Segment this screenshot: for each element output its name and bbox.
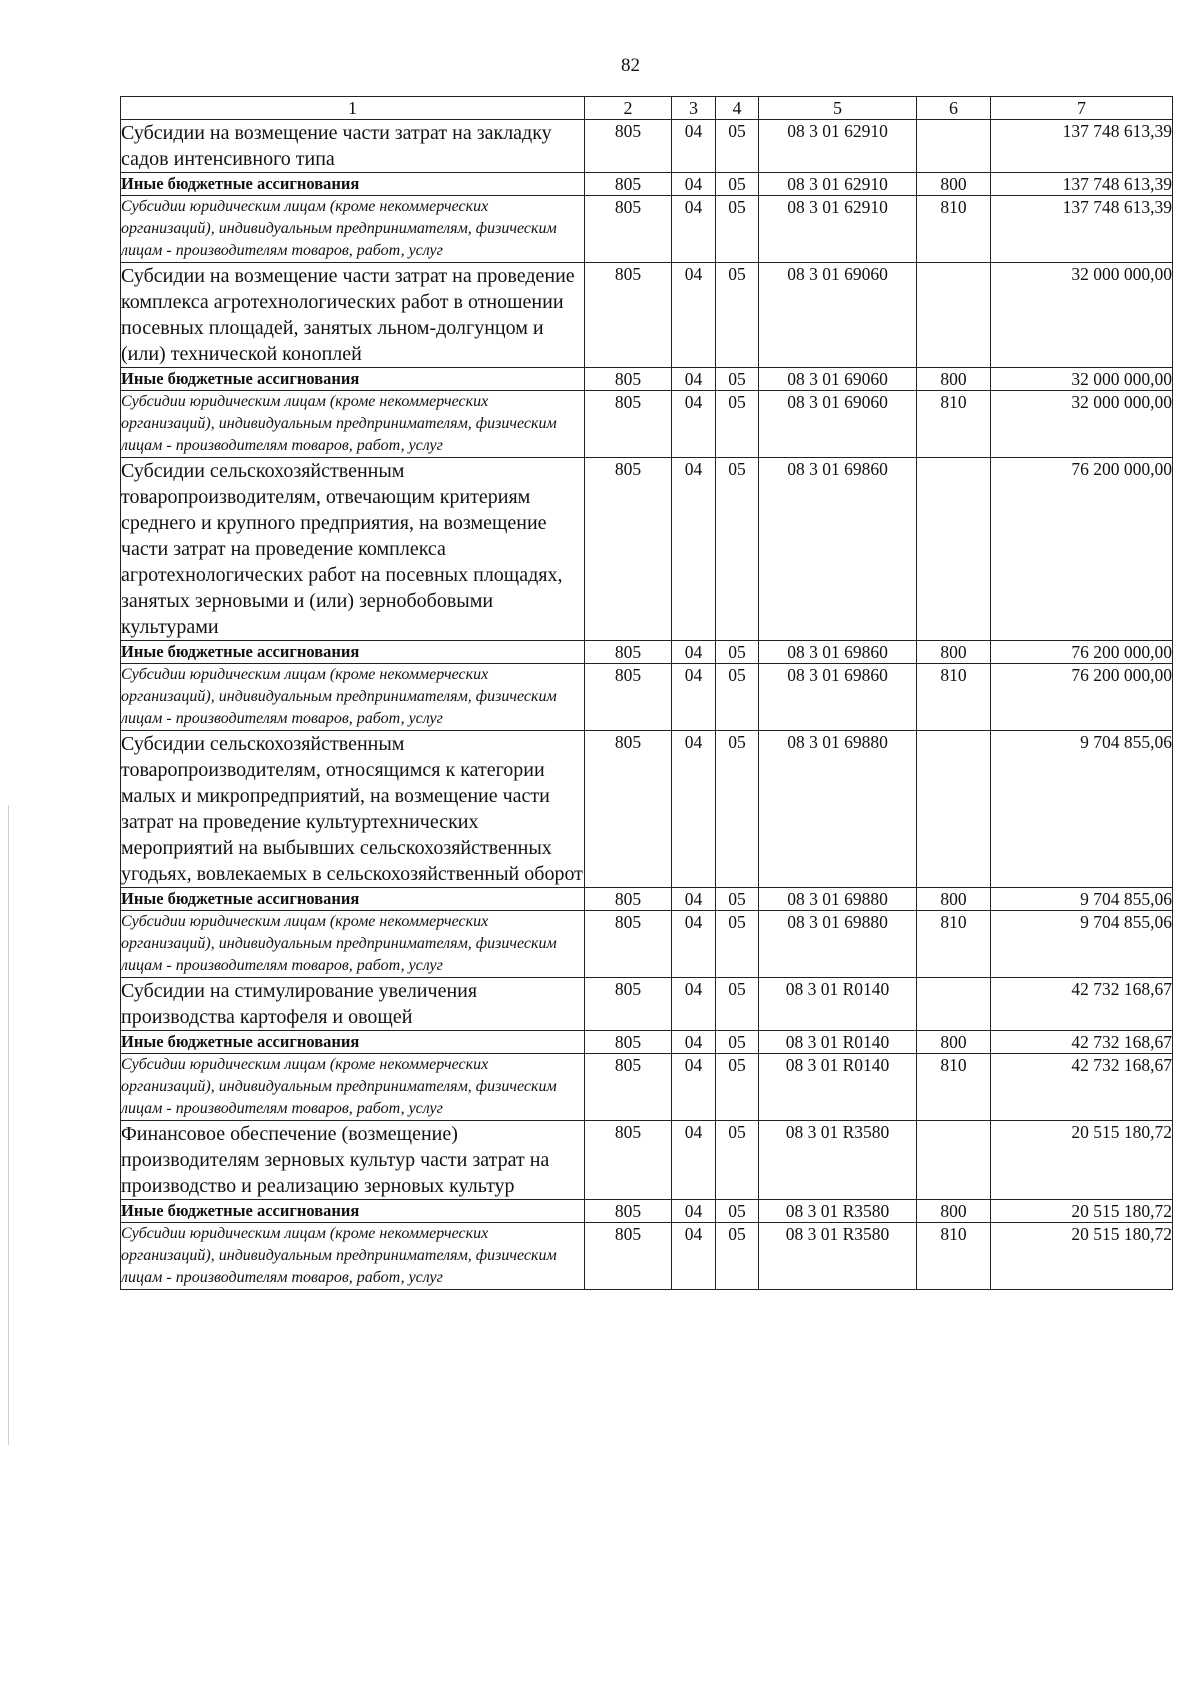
row-expense-type-cell: 810	[917, 911, 991, 978]
row-admin-code-cell: 805	[585, 1031, 672, 1054]
row-amount-cell: 20 515 180,72	[991, 1223, 1173, 1290]
row-admin-code-cell: 805	[585, 196, 672, 263]
row-target-article-cell: 08 3 01 69060	[759, 263, 917, 368]
row-subsection-cell: 05	[716, 1054, 759, 1121]
row-amount-cell: 42 732 168,67	[991, 978, 1173, 1031]
row-amount-cell: 20 515 180,72	[991, 1200, 1173, 1223]
row-expense-type-cell	[917, 120, 991, 173]
row-section-cell: 04	[672, 664, 716, 731]
row-name-cell: Субсидии на возмещение части затрат на закладку садов интенсивного типа	[121, 120, 585, 173]
row-target-article-cell: 08 3 01 69880	[759, 911, 917, 978]
row-expense-type-cell: 810	[917, 391, 991, 458]
row-name-cell: Иные бюджетные ассигнования	[121, 368, 585, 391]
row-expense-type-cell: 800	[917, 1200, 991, 1223]
row-subsection-cell: 05	[716, 888, 759, 911]
row-target-article-cell: 08 3 01 69860	[759, 641, 917, 664]
row-section-cell: 04	[672, 911, 716, 978]
row-amount-cell: 20 515 180,72	[991, 1121, 1173, 1200]
row-subsection-cell: 05	[716, 173, 759, 196]
row-subsection-cell: 05	[716, 391, 759, 458]
row-admin-code-cell: 805	[585, 263, 672, 368]
row-expense-type-cell: 810	[917, 664, 991, 731]
row-target-article-cell: 08 3 01 R3580	[759, 1121, 917, 1200]
row-section-cell: 04	[672, 1223, 716, 1290]
row-expense-type-cell: 800	[917, 173, 991, 196]
row-admin-code-cell: 805	[585, 641, 672, 664]
row-subsection-cell: 05	[716, 1200, 759, 1223]
row-section-cell: 04	[672, 978, 716, 1031]
row-admin-code-cell: 805	[585, 1200, 672, 1223]
row-admin-code-cell: 805	[585, 1223, 672, 1290]
row-admin-code-cell: 805	[585, 731, 672, 888]
row-subsection-cell: 05	[716, 664, 759, 731]
row-admin-code-cell: 805	[585, 1054, 672, 1121]
table-row	[121, 1223, 1173, 1290]
row-admin-code-cell: 805	[585, 368, 672, 391]
row-section-cell: 04	[672, 391, 716, 458]
row-admin-code-cell: 805	[585, 888, 672, 911]
row-section-cell: 04	[672, 368, 716, 391]
table-row	[121, 888, 1173, 911]
row-target-article-cell: 08 3 01 R0140	[759, 978, 917, 1031]
row-target-article-cell: 08 3 01 R3580	[759, 1223, 917, 1290]
header-row	[121, 97, 1173, 120]
row-name-cell: Иные бюджетные ассигнования	[121, 888, 585, 911]
header-col-4: 4	[716, 97, 759, 120]
row-amount-cell: 9 704 855,06	[991, 888, 1173, 911]
table-row	[121, 731, 1173, 888]
table-row	[121, 391, 1173, 458]
row-target-article-cell: 08 3 01 69880	[759, 731, 917, 888]
row-subsection-cell: 05	[716, 1223, 759, 1290]
row-subsection-cell: 05	[716, 368, 759, 391]
row-subsection-cell: 05	[716, 641, 759, 664]
row-target-article-cell: 08 3 01 62910	[759, 120, 917, 173]
row-name-cell: Иные бюджетные ассигнования	[121, 1031, 585, 1054]
row-admin-code-cell: 805	[585, 173, 672, 196]
row-admin-code-cell: 805	[585, 391, 672, 458]
row-subsection-cell: 05	[716, 458, 759, 641]
row-admin-code-cell: 805	[585, 664, 672, 731]
row-amount-cell: 9 704 855,06	[991, 731, 1173, 888]
table-row	[121, 368, 1173, 391]
table-row	[121, 911, 1173, 978]
row-amount-cell: 76 200 000,00	[991, 641, 1173, 664]
row-target-article-cell: 08 3 01 69060	[759, 391, 917, 458]
row-name-cell: Субсидии юридическим лицам (кроме некоммерческих организаций), индивидуальным предпринимателям, физическим лицам - производителям товаров, работ, услуг	[121, 1223, 585, 1290]
row-expense-type-cell	[917, 1121, 991, 1200]
table-row	[121, 1121, 1173, 1200]
header-col-1: 1	[121, 97, 585, 120]
row-amount-cell: 32 000 000,00	[991, 391, 1173, 458]
row-section-cell: 04	[672, 1121, 716, 1200]
row-target-article-cell: 08 3 01 69880	[759, 888, 917, 911]
row-name-cell: Субсидии юридическим лицам (кроме некоммерческих организаций), индивидуальным предпринимателям, физическим лицам - производителям товаров, работ, услуг	[121, 664, 585, 731]
row-name-cell: Финансовое обеспечение (возмещение) производителям зерновых культур части затрат на производство и реализацию зерновых культур	[121, 1121, 585, 1200]
row-target-article-cell: 08 3 01 R0140	[759, 1054, 917, 1121]
row-section-cell: 04	[672, 731, 716, 888]
table-row	[121, 196, 1173, 263]
row-target-article-cell: 08 3 01 69860	[759, 458, 917, 641]
row-amount-cell: 137 748 613,39	[991, 196, 1173, 263]
row-name-cell: Иные бюджетные ассигнования	[121, 641, 585, 664]
row-name-cell: Субсидии на возмещение части затрат на проведение комплекса агротехнологических работ в отношении посевных площадей, занятых льном-долгунцом и (или) технической коноплей	[121, 263, 585, 368]
table-row	[121, 1200, 1173, 1223]
row-section-cell: 04	[672, 1200, 716, 1223]
header-col-3: 3	[672, 97, 716, 120]
row-expense-type-cell	[917, 731, 991, 888]
budget-table	[120, 96, 1173, 1290]
row-section-cell: 04	[672, 458, 716, 641]
row-section-cell: 04	[672, 196, 716, 263]
scan-edge-line	[8, 805, 9, 1445]
row-subsection-cell: 05	[716, 263, 759, 368]
row-section-cell: 04	[672, 1054, 716, 1121]
page-number: 82	[621, 55, 640, 76]
row-amount-cell: 32 000 000,00	[991, 263, 1173, 368]
row-section-cell: 04	[672, 641, 716, 664]
row-target-article-cell: 08 3 01 69060	[759, 368, 917, 391]
row-subsection-cell: 05	[716, 196, 759, 263]
row-subsection-cell: 05	[716, 978, 759, 1031]
row-expense-type-cell: 800	[917, 641, 991, 664]
row-subsection-cell: 05	[716, 731, 759, 888]
header-col-5: 5	[759, 97, 917, 120]
row-expense-type-cell: 810	[917, 1054, 991, 1121]
row-expense-type-cell	[917, 263, 991, 368]
header-col-7: 7	[991, 97, 1173, 120]
row-section-cell: 04	[672, 263, 716, 368]
row-expense-type-cell	[917, 458, 991, 641]
table-row	[121, 1054, 1173, 1121]
row-name-cell: Иные бюджетные ассигнования	[121, 1200, 585, 1223]
row-target-article-cell: 08 3 01 62910	[759, 173, 917, 196]
row-name-cell: Субсидии юридическим лицам (кроме некоммерческих организаций), индивидуальным предпринимателям, физическим лицам - производителям товаров, работ, услуг	[121, 1054, 585, 1121]
row-admin-code-cell: 805	[585, 1121, 672, 1200]
row-amount-cell: 42 732 168,67	[991, 1031, 1173, 1054]
row-section-cell: 04	[672, 1031, 716, 1054]
table-row	[121, 263, 1173, 368]
row-admin-code-cell: 805	[585, 911, 672, 978]
row-section-cell: 04	[672, 888, 716, 911]
table-row	[121, 1031, 1173, 1054]
row-name-cell: Субсидии юридическим лицам (кроме некоммерческих организаций), индивидуальным предпринимателям, физическим лицам - производителям товаров, работ, услуг	[121, 911, 585, 978]
row-admin-code-cell: 805	[585, 458, 672, 641]
table-row	[121, 978, 1173, 1031]
table-row	[121, 458, 1173, 641]
row-admin-code-cell: 805	[585, 120, 672, 173]
table-row	[121, 120, 1173, 173]
row-subsection-cell: 05	[716, 1121, 759, 1200]
table-row	[121, 173, 1173, 196]
row-amount-cell: 76 200 000,00	[991, 458, 1173, 641]
header-col-6: 6	[917, 97, 991, 120]
header-col-2: 2	[585, 97, 672, 120]
row-expense-type-cell: 810	[917, 196, 991, 263]
row-amount-cell: 76 200 000,00	[991, 664, 1173, 731]
row-amount-cell: 137 748 613,39	[991, 120, 1173, 173]
row-target-article-cell: 08 3 01 R3580	[759, 1200, 917, 1223]
row-section-cell: 04	[672, 173, 716, 196]
row-amount-cell: 137 748 613,39	[991, 173, 1173, 196]
row-name-cell: Субсидии юридическим лицам (кроме некоммерческих организаций), индивидуальным предпринимателям, физическим лицам - производителям товаров, работ, услуг	[121, 391, 585, 458]
table-row	[121, 641, 1173, 664]
row-target-article-cell: 08 3 01 69860	[759, 664, 917, 731]
row-amount-cell: 32 000 000,00	[991, 368, 1173, 391]
row-name-cell: Субсидии на стимулирование увеличения производства картофеля и овощей	[121, 978, 585, 1031]
row-name-cell: Субсидии сельскохозяйственным товаропроизводителям, отвечающим критериям среднего и крупного предприятия, на возмещение части затрат на проведение комплекса агротехнологических работ на посевных площадях, занятых зерновыми и (или) зернобобовыми культурами	[121, 458, 585, 641]
row-expense-type-cell: 800	[917, 1031, 991, 1054]
row-subsection-cell: 05	[716, 1031, 759, 1054]
row-expense-type-cell: 810	[917, 1223, 991, 1290]
row-target-article-cell: 08 3 01 R0140	[759, 1031, 917, 1054]
row-amount-cell: 9 704 855,06	[991, 911, 1173, 978]
row-section-cell: 04	[672, 120, 716, 173]
row-subsection-cell: 05	[716, 120, 759, 173]
row-name-cell: Субсидии сельскохозяйственным товаропроизводителям, относящимся к категории малых и микропредприятий, на возмещение части затрат на проведение культуртехнических мероприятий на выбывших сельскохозяйственных угодьях, вовлекаемых в сельскохозяйственный оборот	[121, 731, 585, 888]
row-expense-type-cell	[917, 978, 991, 1031]
row-expense-type-cell: 800	[917, 888, 991, 911]
table-row	[121, 664, 1173, 731]
row-name-cell: Субсидии юридическим лицам (кроме некоммерческих организаций), индивидуальным предпринимателям, физическим лицам - производителям товаров, работ, услуг	[121, 196, 585, 263]
row-amount-cell: 42 732 168,67	[991, 1054, 1173, 1121]
row-subsection-cell: 05	[716, 911, 759, 978]
row-admin-code-cell: 805	[585, 978, 672, 1031]
row-name-cell: Иные бюджетные ассигнования	[121, 173, 585, 196]
row-target-article-cell: 08 3 01 62910	[759, 196, 917, 263]
row-expense-type-cell: 800	[917, 368, 991, 391]
